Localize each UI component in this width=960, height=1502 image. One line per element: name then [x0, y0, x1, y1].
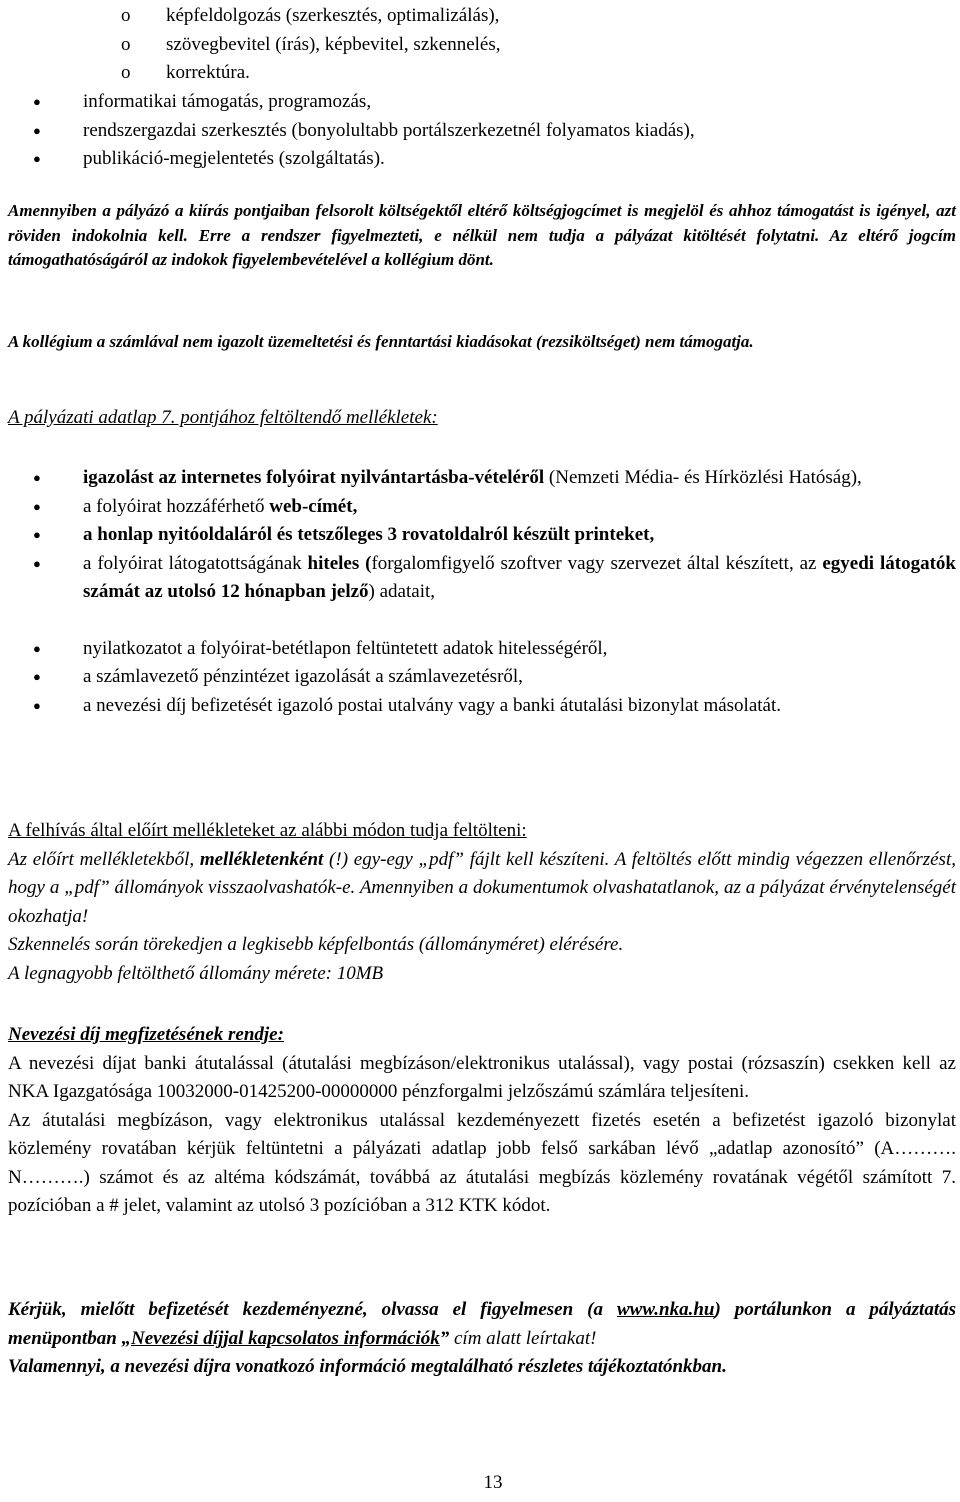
nka-link[interactable]: www.nka.hu [616, 1299, 715, 1320]
cost-justification-paragraph: Amennyiben a pályázó a kiírás pontjaiban felsorolt költségektől eltérő költségjogcímet is megjelöl és ahhoz támogatást is igényel, azt röviden indokolnia kell. Erre a rendszer figyelmezteti, e nélkül nem tudja a pályázat kitöltését folytatni. Az eltérő jogcím támogathatóságáról az indokok figyelembevételével a kollégium dönt. [8, 201, 956, 269]
upload-instructions [8, 817, 956, 988]
list-item: ● a nevezési díj befizetését igazoló postai utalvány vagy a banki átutalási bizonylat másolatát. [8, 692, 956, 721]
bullet-icon: ● [33, 470, 41, 485]
circle-bullet-icon: o [121, 62, 131, 83]
list-item: ● a folyóirat látogatottságának hiteles (forgalomfigyelő szoftver vagy szervezet által készített, az egyedi látogatók számát az utolsó 12 hónapban jelző) adatait, [8, 550, 956, 607]
circle-bullet-icon: o [121, 33, 131, 55]
list-item: ● rendszergazdai szerkesztés (bonyolultabb portálszerkezetnél folyamatos kiadás), [8, 117, 956, 146]
upload-paragraph: Az előírt mellékletekből, mellékletenként (!) egy-egy „pdf” fájlt kell készíteni. A feltöltés előtt mindig végezzen ellenőrzést, hogy a „pdf” állományok visszaolvashatók-e. Amennyiben a dokumentumok olvashatatlanok, az a pályázat érvénytelenségét okozhatja! [8, 848, 956, 927]
page-number: 13 [483, 1472, 503, 1493]
max-size-note: A legnagyobb feltölthető állomány mérete: 10MB [8, 962, 384, 984]
list-item: o szövegbevitel (írás), képbevitel, szkennelés, [8, 31, 956, 60]
bullet-list [8, 88, 956, 174]
fee-notice [8, 1296, 956, 1382]
bullet-icon: ● [33, 94, 41, 109]
bullet-icon: ● [33, 697, 41, 713]
fee-section [8, 1021, 956, 1221]
list-item: ● igazolást az internetes folyóirat nyilvántartásba-vételéről (Nemzeti Média- és Hírközlési Hatóság), [8, 464, 956, 493]
attachments-heading: A pályázati adatlap 7. pontjához feltöltendő mellékletek: [8, 407, 438, 428]
list-item: ● informatikai támogatás, programozás, [8, 88, 956, 117]
list-item: ● publikáció-megjelentetés (szolgáltatás). [8, 145, 956, 174]
fee-notice-line-2: Valamennyi, a nevezési díjra vonatkozó információ megtalálható részletes tájékoztatónkban. [8, 1356, 727, 1377]
attachments-list [8, 464, 956, 720]
fee-paragraph-1: A nevezési díjat banki átutalással (átutalási megbízáson/elektronikus utalással), vagy postai (rózsaszín) csekken kell az NKA Igazgatósága 10032000-01425200-00000000 pénzforgalmi jelzőszámú számlára teljesíteni. [8, 1052, 956, 1102]
list-item: o képfeldolgozás (szerkesztés, optimalizálás), [8, 2, 956, 31]
bullet-icon: ● [33, 640, 41, 656]
list-item: ● a folyóirat hozzáférhető web-címét, [8, 493, 956, 522]
bullet-icon: ● [33, 527, 41, 542]
fee-paragraph-2: Az átutalási megbízáson, vagy elektronikus utalással kezdeményezett fizetés esetén a befizetést igazoló bizonylat közlemény rovatában kérjük feltüntetni a pályázati adatlap jobb felső sarkában lévő „adatlap azonosító” (A………. N……….) számot és az altéma kódszámát, továbbá az átutalási megbízás közlemény rovatának végétől számított 7. pozícióban a # jelet, valamint az utolsó 3 pozícióban a 312 KTK kódot. [8, 1109, 956, 1216]
fee-info-link[interactable]: Nevezési díjjal kapcsolatos információk [131, 1327, 440, 1349]
scan-note: Szkennelés során törekedjen a legkisebb képfelbontás (állományméret) elérésére. [8, 934, 624, 955]
overhead-paragraph: A kollégium a számlával nem igazolt üzemeltetési és fenntartási kiadásokat (rezsiköltséget) nem támogatja. [8, 332, 754, 351]
list-item: ● nyilatkozatot a folyóirat-betétlapon feltüntetett adatok hitelességéről, [8, 635, 956, 664]
bullet-icon: ● [33, 555, 41, 571]
bullet-icon: ● [33, 498, 41, 514]
bullet-icon: ● [33, 122, 41, 138]
fee-heading: Nevezési díj megfizetésének rendje: [8, 1024, 284, 1045]
upload-heading: A felhívás által előírt mellékleteket az alábbi módon tudja feltölteni: [8, 820, 527, 841]
list-item: ● a számlavezető pénzintézet igazolását a számlavezetésről, [8, 663, 956, 692]
list-item: o korrektúra. [8, 59, 956, 88]
fee-notice-paragraph: Kérjük, mielőtt befizetését kezdeményezné, olvassa el figyelmesen (a www.nka.hu) portálunkon a pályáztatás menüpontban „Nevezési díjjal kapcsolatos információk” cím alatt leírtakat! [8, 1299, 956, 1349]
bullet-icon: ● [33, 669, 41, 684]
circle-bullet-icon: o [121, 5, 131, 26]
list-item: ● a honlap nyitóoldaláról és tetszőleges 3 rovatoldalról készült printeket, [8, 521, 956, 550]
bullet-icon: ● [33, 151, 41, 166]
sub-list [8, 2, 956, 88]
